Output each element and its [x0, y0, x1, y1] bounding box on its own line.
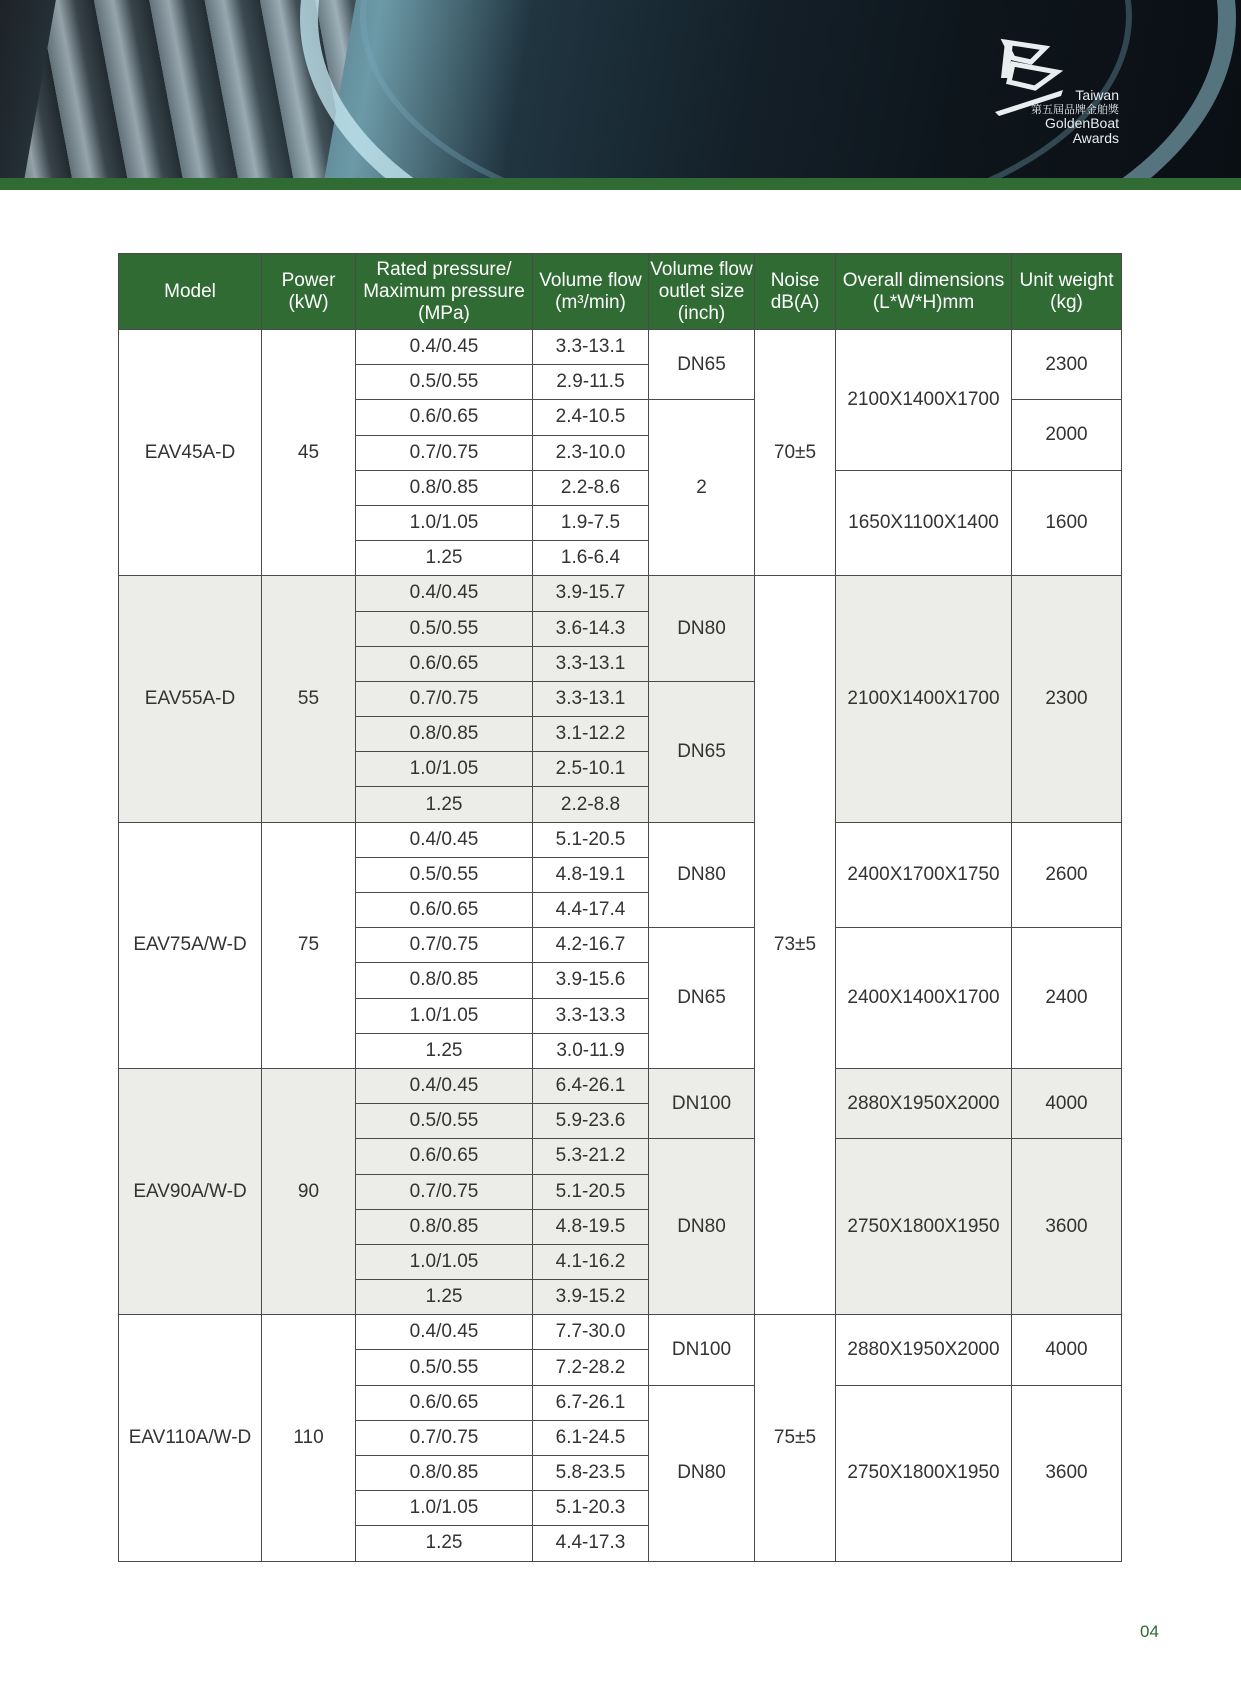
pressure-cell: 0.4/0.45: [356, 1315, 533, 1350]
flow-cell: 3.3-13.1: [533, 681, 649, 716]
noise-cell: 75±5: [755, 1315, 836, 1561]
dims-cell: 2400X1700X1750: [836, 822, 1012, 928]
weight-cell: 4000: [1012, 1068, 1122, 1138]
power-cell: 90: [262, 1068, 356, 1314]
outlet-cell: DN80: [649, 1139, 755, 1315]
pressure-cell: 0.4/0.45: [356, 330, 533, 365]
header-pressure: Rated pressure/ Maximum pressure (MPa): [356, 254, 533, 330]
flow-cell: 5.9-23.6: [533, 1104, 649, 1139]
flow-cell: 3.9-15.2: [533, 1280, 649, 1315]
pressure-cell: 0.8/0.85: [356, 963, 533, 998]
pressure-cell: 1.0/1.05: [356, 752, 533, 787]
dims-cell: 2750X1800X1950: [836, 1385, 1012, 1561]
pressure-cell: 0.5/0.55: [356, 1104, 533, 1139]
power-cell: 110: [262, 1315, 356, 1561]
flow-cell: 5.3-21.2: [533, 1139, 649, 1174]
table-row: [119, 576, 1122, 611]
model-cell: EAV90A/W-D: [119, 1068, 262, 1314]
weight-cell: 3600: [1012, 1385, 1122, 1561]
dims-cell: 2880X1950X2000: [836, 1068, 1012, 1138]
outlet-cell: DN65: [649, 928, 755, 1069]
noise-cell: 73±5: [755, 576, 836, 1315]
weight-cell: 2600: [1012, 822, 1122, 928]
table-row: [119, 330, 1122, 365]
header-green-stripe: [0, 178, 1241, 190]
weight-cell: 2400: [1012, 928, 1122, 1069]
outlet-cell: DN100: [649, 1315, 755, 1385]
outlet-cell: DN65: [649, 330, 755, 400]
flow-cell: 3.6-14.3: [533, 611, 649, 646]
flow-cell: 3.1-12.2: [533, 717, 649, 752]
pressure-cell: 0.8/0.85: [356, 470, 533, 505]
model-cell: EAV110A/W-D: [119, 1315, 262, 1561]
flow-cell: 4.4-17.3: [533, 1526, 649, 1561]
power-cell: 75: [262, 822, 356, 1068]
weight-cell: 3600: [1012, 1139, 1122, 1315]
flow-cell: 6.4-26.1: [533, 1068, 649, 1103]
flow-cell: 4.8-19.5: [533, 1209, 649, 1244]
flow-cell: 2.9-11.5: [533, 365, 649, 400]
logo-text-awards: Awards: [1072, 130, 1119, 146]
flow-cell: 2.2-8.8: [533, 787, 649, 822]
flow-cell: 3.3-13.3: [533, 998, 649, 1033]
page-number: 04: [1140, 1622, 1159, 1641]
pressure-cell: 0.4/0.45: [356, 822, 533, 857]
pressure-cell: 0.7/0.75: [356, 1174, 533, 1209]
weight-cell: 2300: [1012, 330, 1122, 400]
pressure-cell: 1.25: [356, 541, 533, 576]
noise-cell: 70±5: [755, 330, 836, 576]
flow-cell: 2.4-10.5: [533, 400, 649, 435]
flow-cell: 2.5-10.1: [533, 752, 649, 787]
pressure-cell: 0.4/0.45: [356, 1068, 533, 1103]
pressure-cell: 0.8/0.85: [356, 1209, 533, 1244]
pressure-cell: 0.6/0.65: [356, 1385, 533, 1420]
flow-cell: 4.2-16.7: [533, 928, 649, 963]
outlet-cell: 2: [649, 400, 755, 576]
pressure-cell: 0.5/0.55: [356, 1350, 533, 1385]
header-weight: Unit weight (kg): [1012, 254, 1122, 330]
dims-cell: 1650X1100X1400: [836, 470, 1012, 576]
outlet-cell: DN80: [649, 1385, 755, 1561]
flow-cell: 3.9-15.7: [533, 576, 649, 611]
header-power: Power (kW): [262, 254, 356, 330]
power-cell: 55: [262, 576, 356, 822]
flow-cell: 5.1-20.3: [533, 1491, 649, 1526]
flow-cell: 7.7-30.0: [533, 1315, 649, 1350]
goldenboat-awards-logo: [995, 38, 1125, 148]
pressure-cell: 0.6/0.65: [356, 646, 533, 681]
flow-cell: 3.3-13.1: [533, 646, 649, 681]
weight-cell: 2000: [1012, 400, 1122, 470]
weight-cell: 2300: [1012, 576, 1122, 822]
header-banner: [0, 0, 1241, 178]
pressure-cell: 1.0/1.05: [356, 998, 533, 1033]
pressure-cell: 1.0/1.05: [356, 1491, 533, 1526]
flow-cell: 1.9-7.5: [533, 505, 649, 540]
model-cell: EAV55A-D: [119, 576, 262, 822]
power-cell: 45: [262, 330, 356, 576]
outlet-cell: DN100: [649, 1068, 755, 1138]
dims-cell: 2100X1400X1700: [836, 576, 1012, 822]
weight-cell: 1600: [1012, 470, 1122, 576]
pressure-cell: 1.0/1.05: [356, 1244, 533, 1279]
pressure-cell: 1.25: [356, 1280, 533, 1315]
dims-cell: 2400X1400X1700: [836, 928, 1012, 1069]
header-dims: Overall dimensions (L*W*H)mm: [836, 254, 1012, 330]
flow-cell: 1.6-6.4: [533, 541, 649, 576]
pressure-cell: 0.6/0.65: [356, 1139, 533, 1174]
flow-cell: 7.2-28.2: [533, 1350, 649, 1385]
spec-table: [118, 253, 1122, 1562]
pressure-cell: 0.8/0.85: [356, 717, 533, 752]
dims-cell: 2100X1400X1700: [836, 330, 1012, 471]
pressure-cell: 0.8/0.85: [356, 1456, 533, 1491]
pressure-cell: 1.25: [356, 1033, 533, 1068]
dims-cell: 2750X1800X1950: [836, 1139, 1012, 1315]
header-outlet: Volume flow outlet size (inch): [649, 254, 755, 330]
weight-cell: 4000: [1012, 1315, 1122, 1385]
flow-cell: 3.0-11.9: [533, 1033, 649, 1068]
flow-cell: 2.3-10.0: [533, 435, 649, 470]
outlet-cell: DN80: [649, 822, 755, 928]
flow-cell: 4.1-16.2: [533, 1244, 649, 1279]
pressure-cell: 0.7/0.75: [356, 435, 533, 470]
logo-text-taiwan: Taiwan: [1075, 87, 1119, 103]
table-row: [119, 1315, 1122, 1350]
flow-cell: 5.1-20.5: [533, 1174, 649, 1209]
pressure-cell: 0.6/0.65: [356, 893, 533, 928]
logo-text-goldenboat: GoldenBoat: [1045, 115, 1119, 131]
flow-cell: 4.8-19.1: [533, 857, 649, 892]
outlet-cell: DN65: [649, 681, 755, 822]
flow-cell: 5.8-23.5: [533, 1456, 649, 1491]
header-model: Model: [119, 254, 262, 330]
flow-cell: 2.2-8.6: [533, 470, 649, 505]
pressure-cell: 1.25: [356, 1526, 533, 1561]
pressure-cell: 0.6/0.65: [356, 400, 533, 435]
pressure-cell: 0.7/0.75: [356, 1420, 533, 1455]
outlet-cell: DN80: [649, 576, 755, 682]
model-cell: EAV45A-D: [119, 330, 262, 576]
header-noise: Noise dB(A): [755, 254, 836, 330]
flow-cell: 3.9-15.6: [533, 963, 649, 998]
dims-cell: 2880X1950X2000: [836, 1315, 1012, 1385]
pressure-cell: 0.5/0.55: [356, 857, 533, 892]
flow-cell: 5.1-20.5: [533, 822, 649, 857]
pressure-cell: 1.0/1.05: [356, 505, 533, 540]
header-flow: Volume flow (m³/min): [533, 254, 649, 330]
flow-cell: 6.1-24.5: [533, 1420, 649, 1455]
header-row: [119, 254, 1122, 330]
pressure-cell: 0.5/0.55: [356, 611, 533, 646]
pressure-cell: 0.7/0.75: [356, 928, 533, 963]
flow-cell: 3.3-13.1: [533, 330, 649, 365]
logo-text-chinese: 第五屆品牌金舶獎: [1031, 104, 1119, 116]
table-row: [119, 822, 1122, 857]
pressure-cell: 0.5/0.55: [356, 365, 533, 400]
pressure-cell: 0.7/0.75: [356, 681, 533, 716]
table-row: [119, 1068, 1122, 1103]
model-cell: EAV75A/W-D: [119, 822, 262, 1068]
flow-cell: 6.7-26.1: [533, 1385, 649, 1420]
flow-cell: 4.4-17.4: [533, 893, 649, 928]
pressure-cell: 1.25: [356, 787, 533, 822]
pressure-cell: 0.4/0.45: [356, 576, 533, 611]
